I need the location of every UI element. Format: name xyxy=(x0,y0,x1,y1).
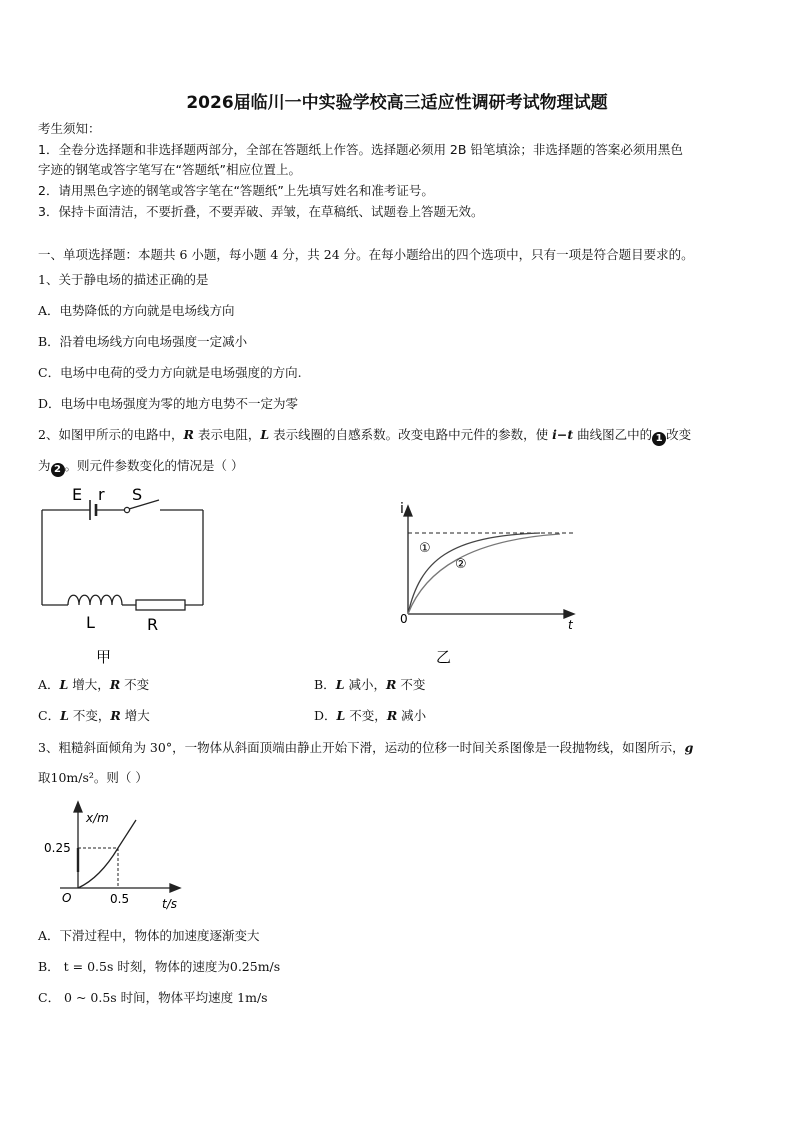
label-e: E xyxy=(72,485,83,504)
circled-2: 2 xyxy=(51,463,65,477)
curve-label-1: ① xyxy=(419,541,431,556)
question-2-option-c: C．L 不变，R 增大 xyxy=(38,708,150,723)
question-1-stem: 1、关于静电场的描述正确的是 xyxy=(38,272,209,287)
section-heading: 一、单项选择题：本题共 6 小题，每小题 4 分，共 24 分。在每小题给出的四个选项中，只有一项是符合题目要求的。 xyxy=(38,247,694,262)
question-3-stem: 3、粗糙斜面倾角为 30°，一物体从斜面顶端由静止开始下滑，运动的位移一时间关系图像是一段抛物线，如图所示，g xyxy=(38,740,694,755)
label-l: L xyxy=(86,613,95,632)
question-3-option-a: A．下滑过程中，物体的加速度逐渐变大 xyxy=(38,928,260,943)
notice-header: 考生须知： xyxy=(38,121,101,136)
graph-label-i: i xyxy=(400,501,404,517)
question-3-option-b: B． t = 0.5s 时刻，物体的速度为0.25m/s xyxy=(38,959,281,974)
notice-item: 3．保持卡面清洁，不要折叠，不要弄破、弄皱，在草稿纸、试题卷上答题无效。 xyxy=(38,204,484,219)
graph-origin: 0 xyxy=(400,612,408,626)
question-3-stem-line2: 取10m/s²。则（ ） xyxy=(38,770,148,785)
notice-item: 2．请用黑色字迹的钢笔或答字笔在“答题纸”上先填写姓名和准考证号。 xyxy=(38,183,434,198)
var-it: i−t xyxy=(552,427,574,442)
graph-xtick: 0.5 xyxy=(110,892,130,906)
question-1-option-d: D．电场中电场强度为零的地方电势不一定为零 xyxy=(38,396,299,411)
question-2-stem: 2、如图甲所示的电路中，R 表示电阻，L 表示线圈的自感系数。改变电路中元件的参数，使 i−t 曲线图乙中的 1 改变 xyxy=(38,427,692,444)
graph-label-t: t xyxy=(568,618,573,632)
label-s: S xyxy=(132,485,143,504)
circled-1: 1 xyxy=(652,432,666,446)
var-r: R xyxy=(183,427,194,442)
question-1-option-c: C．电场中电荷的受力方向就是电场强度的方向. xyxy=(38,365,302,380)
graph-label-x: x/m xyxy=(86,811,109,825)
caption-yi: 乙 xyxy=(436,648,452,666)
question-1-option-b: B．沿着电场线方向电场强度一定减小 xyxy=(38,334,248,349)
question-2-stem-line2: 为 2 。则元件参数变化的情况是（ ） xyxy=(38,458,244,475)
label-r: R xyxy=(147,615,159,634)
graph-label-ts: t/s xyxy=(162,897,177,911)
page-title: 2026届临川一中实验学校高三适应性调研考试物理试题 xyxy=(186,93,608,113)
notice-item: 字迹的钢笔或答字笔写在“答题纸”相应位置上。 xyxy=(38,162,301,177)
graph-ytick: 0.25 xyxy=(44,841,71,855)
notice-item: 1．全卷分选择题和非选择题两部分，全部在答题纸上作答。选择题必须用 2B 铅笔填涂；非选择题的答案必须用黑色 xyxy=(38,142,683,157)
question-2-option-b: B．L 减小，R 不变 xyxy=(314,677,426,692)
question-2-option-a: A．L 增大，R 不变 xyxy=(38,677,150,692)
question-3-option-c: C． 0 ~ 0.5s 时间，物体平均速度 1m/s xyxy=(38,990,268,1005)
var-l: L xyxy=(260,427,270,442)
question-1-option-a: A．电势降低的方向就是电场线方向 xyxy=(38,303,235,318)
label-r-internal: r xyxy=(98,485,105,504)
var-g: g xyxy=(684,740,694,755)
question-2-option-d: D．L 不变，R 减小 xyxy=(314,708,427,723)
graph-origin-o: O xyxy=(62,891,72,905)
curve-label-2: ② xyxy=(455,557,467,572)
caption-jia: 甲 xyxy=(96,648,112,666)
